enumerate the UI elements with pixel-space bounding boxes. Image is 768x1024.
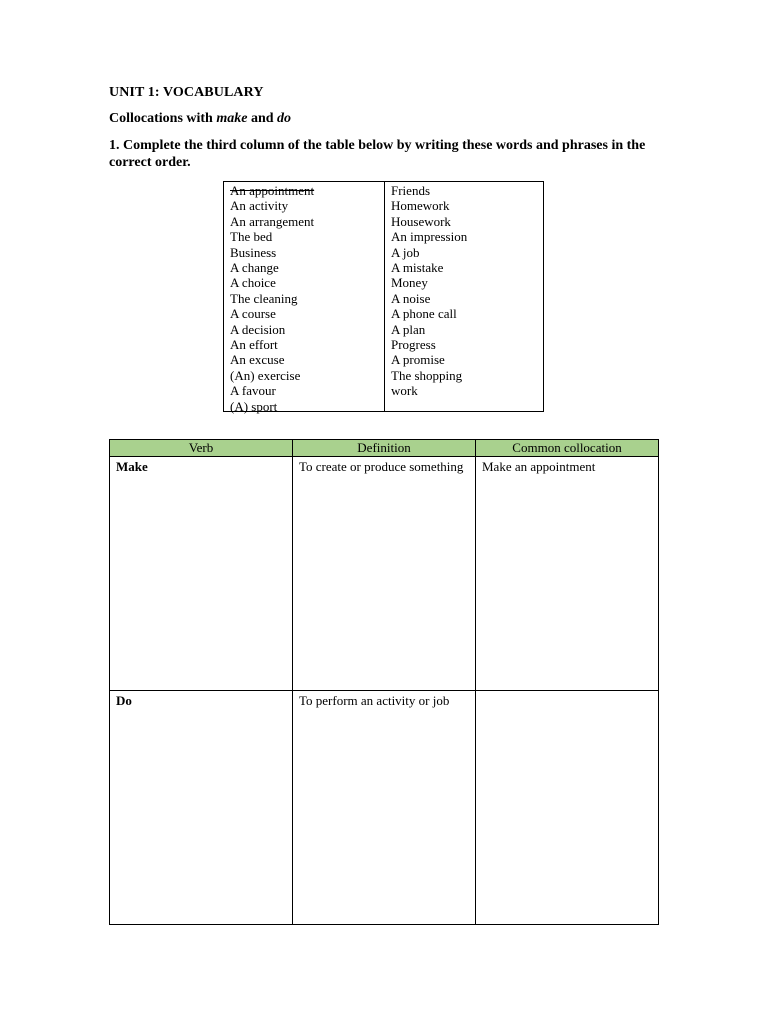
word-item: Business — [230, 244, 277, 260]
collocation-table — [109, 439, 659, 925]
subtitle-make: make — [216, 111, 248, 126]
word-item: work — [391, 383, 418, 399]
word-item: Housework — [391, 213, 451, 229]
table-header-row — [110, 440, 659, 457]
word-item: The shopping — [391, 367, 463, 383]
unit-title: UNIT 1: VOCABULARY — [109, 85, 264, 100]
header-common-collocation: Common collocation — [476, 440, 659, 457]
word-item: The cleaning — [230, 290, 298, 306]
word-bank-right-column — [385, 182, 543, 411]
word-item: Money — [391, 275, 428, 291]
word-item: (An) exercise — [230, 367, 301, 383]
word-bank-left-column — [224, 182, 385, 414]
word-item: An activity — [230, 198, 289, 214]
subtitle-and: and — [247, 111, 278, 126]
definition-cell: To create or produce something — [293, 457, 476, 691]
word-item: A mistake — [391, 260, 444, 276]
collocation-cell[interactable] — [476, 691, 659, 925]
subtitle-do: do — [277, 111, 292, 126]
word-item: A job — [391, 244, 420, 260]
header-definition: Definition — [293, 440, 476, 457]
word-item: Homework — [391, 198, 450, 214]
table-row — [110, 457, 659, 691]
word-item: A phone call — [391, 306, 457, 322]
exercise-instruction: 1. Complete the third column of the table below by writing these words and phrases in the correct order. — [109, 138, 646, 170]
word-item: An arrangement — [230, 213, 315, 229]
table-row — [110, 691, 659, 925]
word-item: Progress — [391, 337, 436, 353]
word-item: A plan — [391, 321, 426, 337]
word-item: An appointment — [230, 183, 315, 198]
definition-cell: To perform an activity or job — [293, 691, 476, 925]
subtitle-prefix: Collocations with — [109, 111, 217, 126]
verb-cell: Make — [110, 457, 293, 691]
word-item: A promise — [391, 352, 445, 368]
collocation-cell[interactable]: Make an appointment — [476, 457, 659, 691]
word-item: An impression — [391, 229, 468, 245]
word-item: A noise — [391, 290, 431, 306]
word-item: A change — [230, 260, 279, 276]
header-verb: Verb — [110, 440, 293, 457]
word-item: The bed — [230, 229, 273, 245]
word-item: Friends — [391, 183, 430, 198]
word-bank — [223, 181, 544, 412]
word-item: (A) sport — [230, 398, 278, 414]
word-item: A course — [230, 306, 276, 322]
verb-cell: Do — [110, 691, 293, 925]
word-item: An effort — [230, 337, 278, 353]
section-subtitle — [109, 111, 291, 127]
word-item: An excuse — [230, 352, 285, 368]
word-item: A choice — [230, 275, 276, 291]
word-item: A decision — [230, 321, 286, 337]
word-item: A favour — [230, 383, 276, 399]
